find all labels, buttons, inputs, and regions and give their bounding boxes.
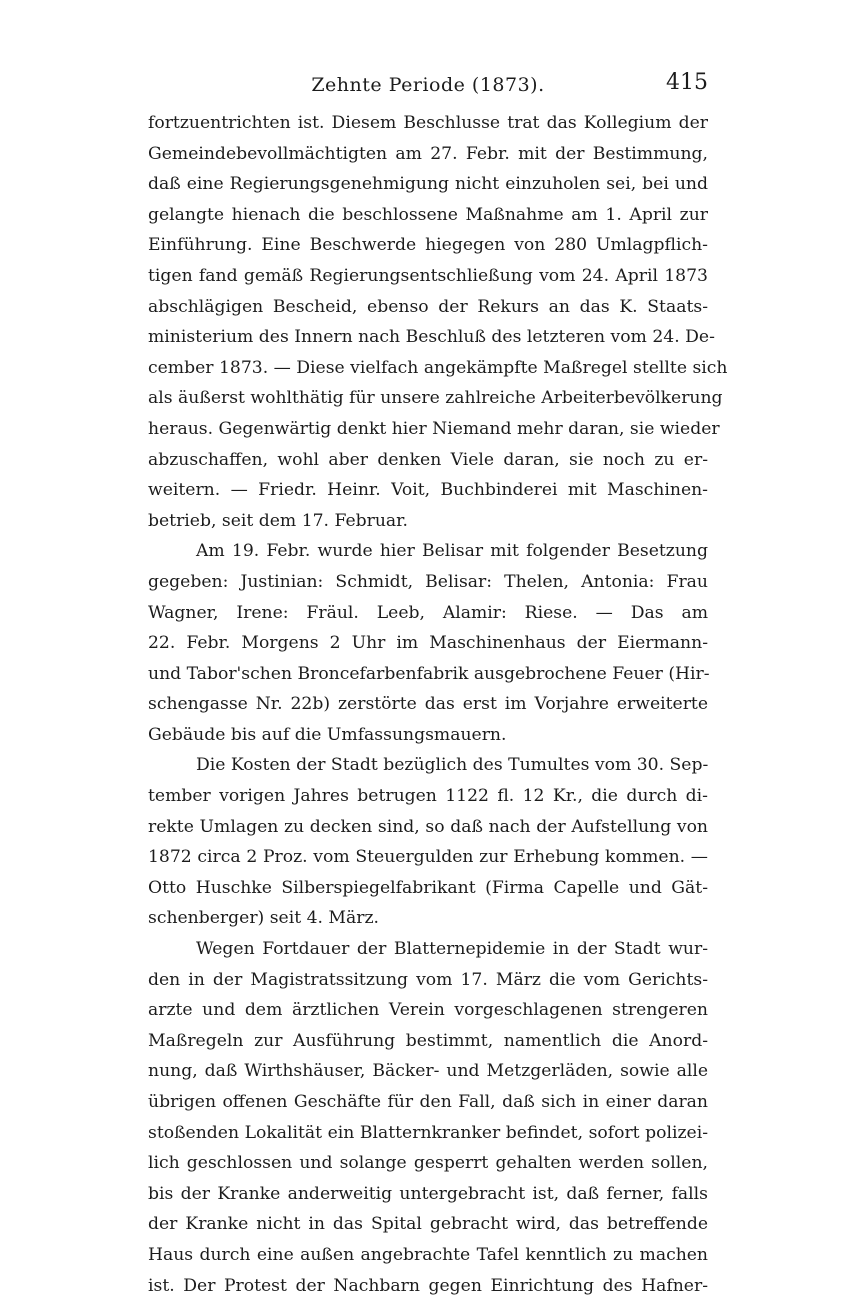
text-line: schenberger) seit 4. März. xyxy=(148,908,380,929)
text-line: schengasse Nr. 22b) zerstörte das erst im Vorjahre erweiterte xyxy=(148,694,708,715)
running-title: Zehnte Periode (1873). xyxy=(311,74,545,96)
text-line: tember vorigen Jahres betrugen 1122 fl. 12 Kr., die durch di- xyxy=(148,786,708,807)
text-line: 1872 circa 2 Proz. vom Steuergulden zur Erhebung kommen. — xyxy=(148,847,708,868)
text-line: Wegen Fortdauer der Blatternepidemie in der Stadt wur- xyxy=(196,939,708,960)
running-head xyxy=(148,70,708,102)
text-line: 22. Febr. Morgens 2 Uhr im Maschinenhaus der Eiermann- xyxy=(148,633,708,654)
text-line: ministerium des Innern nach Beschluß des letzteren vom 24. De- xyxy=(148,327,715,348)
paragraph xyxy=(148,934,708,1301)
text-line: Am 19. Febr. wurde hier Belisar mit folgender Besetzung xyxy=(196,541,708,562)
text-line: stoßenden Lokalität ein Blatternkranker befindet, sofort polizei- xyxy=(148,1122,708,1143)
text-line: als äußerst wohlthätig für unsere zahlreiche Arbeiterbevölkerung xyxy=(148,388,723,409)
text-line: abzuschaffen, wohl aber denken Viele daran, sie noch zu er- xyxy=(148,449,708,470)
text-line: gegeben: Justinian: Schmidt, Belisar: Thelen, Antonia: Frau xyxy=(148,571,708,592)
text-line: betrieb, seit dem 17. Februar. xyxy=(148,510,408,531)
text-line: lich geschlossen und solange gesperrt gehalten werden sollen, xyxy=(148,1153,708,1174)
text-line: nung, daß Wirthshäuser, Bäcker- und Metzgerläden, sowie alle xyxy=(148,1061,708,1082)
text-line: Maßregeln zur Ausführung bestimmt, namentlich die Anord- xyxy=(148,1030,708,1051)
text-line: den in der Magistratssitzung vom 17. März die vom Gerichts- xyxy=(148,969,708,990)
page-number: 415 xyxy=(666,70,708,95)
text-line: Die Kosten der Stadt bezüglich des Tumultes vom 30. Sep- xyxy=(196,755,709,776)
text-line: ist. Der Protest der Nachbarn gegen Einrichtung des Hafner- xyxy=(148,1275,708,1296)
text-line: Einführung. Eine Beschwerde hiegegen von 280 Umlagpflich- xyxy=(148,235,708,256)
paragraph xyxy=(148,750,708,934)
text-line: gelangte hienach die beschlossene Maßnahme am 1. April zur xyxy=(148,204,708,225)
text-line: cember 1873. — Diese vielfach angekämpfte Maßregel stellte sich xyxy=(148,357,728,378)
text-line: abschlägigen Bescheid, ebenso der Rekurs an das K. Staats- xyxy=(148,296,708,317)
text-line: Wagner, Irene: Fräul. Leeb, Alamir: Riese. — Das am xyxy=(148,602,708,623)
body-text xyxy=(148,108,728,1301)
text-line: tigen fand gemäß Regierungsentschließung vom 24. April 1873 xyxy=(148,265,708,286)
text-line: weitern. — Friedr. Heinr. Voit, Buchbinderei mit Maschinen- xyxy=(148,480,708,501)
text-line: daß eine Regierungsgenehmigung nicht einzuholen sei, bei und xyxy=(148,174,708,195)
text-line: der Kranke nicht in das Spital gebracht wird, das betreffende xyxy=(148,1214,708,1235)
paragraph xyxy=(148,108,728,536)
text-line: Gebäude bis auf die Umfassungsmauern. xyxy=(148,724,507,745)
text-line: fortzuentrichten ist. Diesem Beschlusse trat das Kollegium der xyxy=(148,113,708,133)
text-line: arzte und dem ärztlichen Verein vorgeschlagenen strengeren xyxy=(148,1000,708,1021)
text-line: Otto Huschke Silberspiegelfabrikant (Firma Capelle und Gät- xyxy=(148,877,708,898)
text-line: bis der Kranke anderweitig untergebracht ist, daß ferner, falls xyxy=(148,1183,708,1204)
text-line: rekte Umlagen zu decken sind, so daß nach der Aufstellung von xyxy=(148,816,708,837)
text-line: Haus durch eine außen angebrachte Tafel kenntlich zu machen xyxy=(148,1244,708,1265)
text-line: heraus. Gegenwärtig denkt hier Niemand mehr daran, sie wieder xyxy=(148,418,720,439)
paragraph xyxy=(148,536,708,750)
text-line: und Tabor'schen Broncefarbenfabrik ausgebrochene Feuer (Hir- xyxy=(148,663,710,684)
text-line: übrigen offenen Geschäfte für den Fall, daß sich in einer daran xyxy=(148,1092,708,1112)
text-line: Gemeindebevollmächtigten am 27. Febr. mit der Bestimmung, xyxy=(148,143,708,164)
